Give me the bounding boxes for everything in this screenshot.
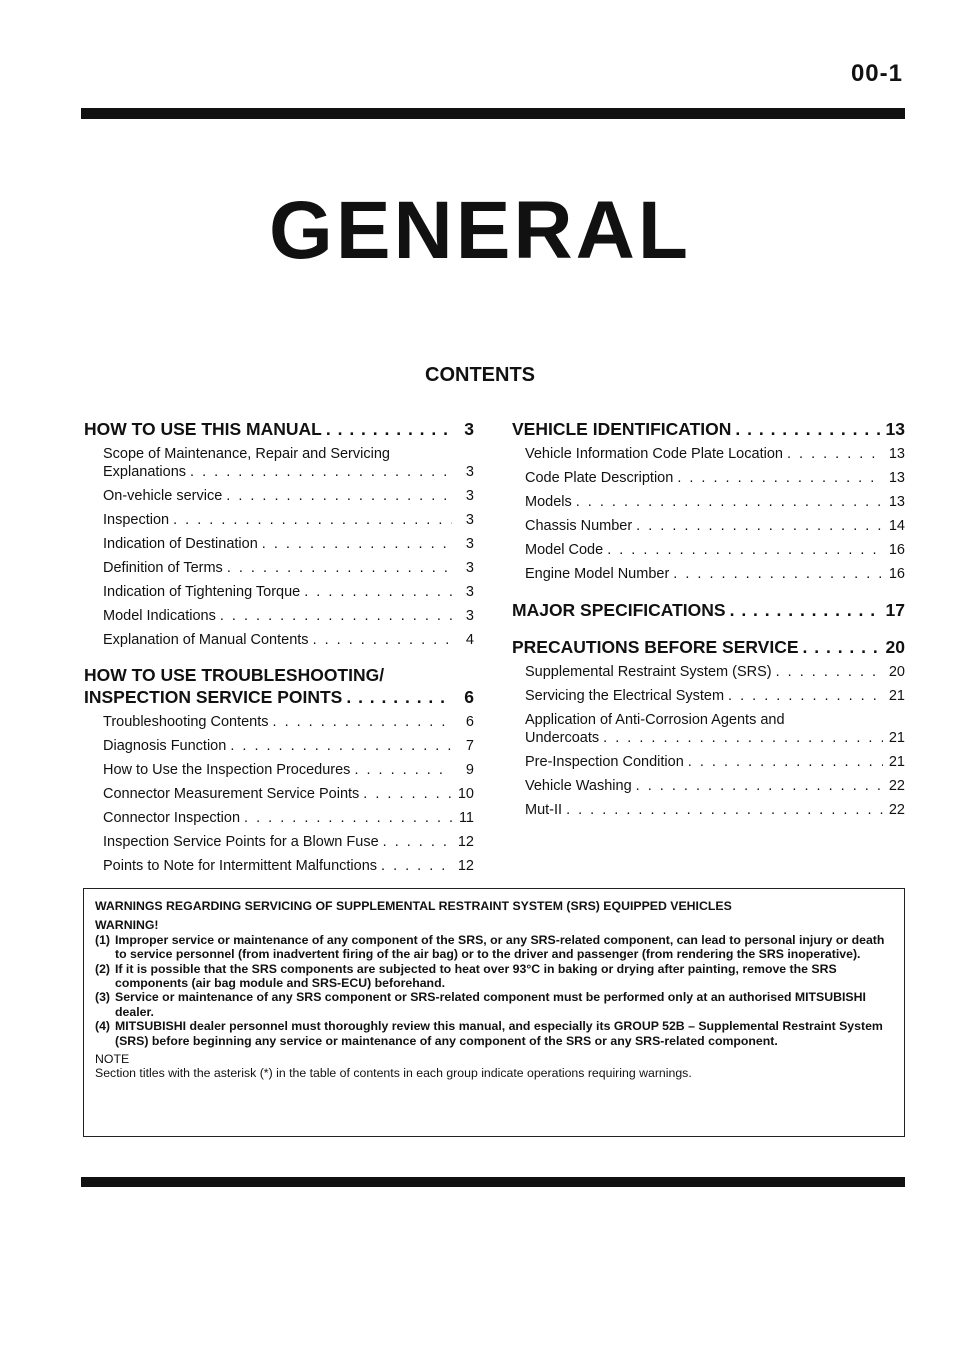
toc-right-column bbox=[512, 418, 907, 825]
toc-entry-label: Vehicle Information Code Plate Location bbox=[525, 446, 783, 462]
toc-entry-label: Code Plate Description bbox=[525, 470, 674, 486]
toc-page-number: 21 bbox=[888, 754, 905, 770]
dot-leader bbox=[636, 517, 883, 535]
dot-leader bbox=[173, 511, 452, 529]
toc-entry-label: Connector Measurement Service Points bbox=[103, 786, 360, 802]
page-title: GENERAL bbox=[269, 185, 691, 276]
toc-entry-label: Vehicle Washing bbox=[525, 778, 632, 794]
toc-page-number: 20 bbox=[888, 664, 905, 680]
toc-entry[interactable] bbox=[103, 809, 476, 827]
toc-entry[interactable] bbox=[525, 541, 907, 559]
dot-leader bbox=[326, 418, 452, 440]
dot-leader bbox=[730, 599, 882, 621]
toc-page-number: 12 bbox=[457, 834, 474, 850]
srs-warning-box bbox=[83, 888, 905, 1137]
toc-entry[interactable] bbox=[103, 559, 476, 577]
contents-heading: CONTENTS bbox=[425, 364, 535, 386]
dot-leader bbox=[607, 541, 883, 559]
toc-page-number: 13 bbox=[885, 419, 905, 439]
toc-entry[interactable] bbox=[103, 607, 476, 625]
top-rule bbox=[81, 108, 905, 119]
toc-page-number: 17 bbox=[885, 600, 905, 620]
dot-leader bbox=[787, 445, 883, 463]
toc-page-number: 22 bbox=[888, 802, 905, 818]
toc-page-number: 3 bbox=[465, 608, 474, 624]
toc-entry[interactable] bbox=[525, 517, 907, 535]
toc-section-how-to-use-manual[interactable] bbox=[84, 418, 476, 440]
toc-entry-label: On-vehicle service bbox=[103, 488, 223, 504]
toc-entry[interactable] bbox=[103, 785, 476, 803]
warning-item-number: (2) bbox=[95, 961, 111, 976]
dot-leader bbox=[346, 686, 452, 708]
toc-entry[interactable] bbox=[103, 713, 476, 731]
toc-page-number: 3 bbox=[465, 488, 474, 504]
toc-entry-label: Servicing the Electrical System bbox=[525, 688, 725, 704]
toc-page-number: 6 bbox=[464, 687, 474, 707]
toc-entry[interactable] bbox=[525, 493, 907, 511]
dot-leader bbox=[227, 559, 452, 577]
toc-page-number: 7 bbox=[465, 738, 474, 754]
toc-entry-label: Indication of Tightening Torque bbox=[103, 584, 301, 600]
dot-leader bbox=[354, 761, 452, 779]
warning-item bbox=[95, 990, 894, 1019]
toc-entry-label: Troubleshooting Contents bbox=[103, 714, 269, 730]
toc-entry-label: Mut-II bbox=[525, 802, 563, 818]
warning-item-text: MITSUBISHI dealer personnel must thoroughly review this manual, and especially its GROUP 52B – Supplemental Restraint System (SRS) before beginning any service or maintenance of any component of the SRS or any SRS-related component. bbox=[115, 1019, 883, 1048]
dot-leader bbox=[220, 607, 452, 625]
dot-leader bbox=[603, 729, 883, 747]
toc-page-number: 9 bbox=[465, 762, 474, 778]
toc-entry[interactable] bbox=[525, 753, 907, 771]
warning-label: WARNING! bbox=[95, 918, 159, 933]
toc-entry[interactable] bbox=[103, 833, 476, 851]
dot-leader bbox=[273, 713, 452, 731]
toc-entry[interactable] bbox=[512, 711, 907, 747]
toc-entry[interactable] bbox=[525, 777, 907, 795]
dot-leader bbox=[363, 785, 452, 803]
toc-entry-label-line1: Application of Anti-Corrosion Agents and bbox=[525, 712, 785, 728]
page-number: 00-1 bbox=[850, 60, 903, 87]
toc-page-number: 10 bbox=[457, 786, 474, 802]
toc-page-number: 3 bbox=[465, 560, 474, 576]
toc-entry[interactable] bbox=[103, 857, 476, 875]
toc-entry-label: How to Use the Inspection Procedures bbox=[103, 762, 351, 778]
toc-section-title: VEHICLE IDENTIFICATION bbox=[512, 419, 732, 439]
dot-leader bbox=[576, 493, 883, 511]
toc-entry-label: Model Code bbox=[525, 542, 604, 558]
toc-entry-label: Undercoats bbox=[525, 730, 600, 746]
warning-item-text: Improper service or maintenance of any component of the SRS, or any SRS-related component, can lead to personal injury or death to service personnel (from inadvertent firing of the air bag) or to the driver and passenger (from rendering the SRS inoperative). bbox=[115, 932, 885, 962]
toc-entry-label: Explanations bbox=[103, 464, 187, 480]
warning-item-number: (4) bbox=[95, 1019, 111, 1034]
toc-section-troubleshooting[interactable] bbox=[84, 665, 476, 708]
toc-entry-label: Supplemental Restraint System (SRS) bbox=[525, 664, 772, 680]
warning-item-text: Service or maintenance of any SRS component or SRS-related component must be performed only at an authorised MITSUBISHI dealer. bbox=[115, 990, 866, 1019]
toc-page-number: 3 bbox=[465, 464, 474, 480]
warning-item-number: (1) bbox=[95, 932, 111, 947]
dot-leader bbox=[313, 631, 452, 649]
toc-entry[interactable] bbox=[525, 565, 907, 583]
toc-entry-label: Inspection bbox=[103, 512, 170, 528]
toc-entry[interactable] bbox=[103, 761, 476, 779]
dot-leader bbox=[673, 565, 883, 583]
toc-entry[interactable] bbox=[103, 737, 476, 755]
toc-entry-label-line1: Scope of Maintenance, Repair and Servicing bbox=[103, 446, 390, 462]
toc-section-title: HOW TO USE THIS MANUAL bbox=[84, 419, 322, 439]
toc-page-number: 14 bbox=[888, 518, 905, 534]
toc-page-number: 13 bbox=[888, 470, 905, 486]
toc-page-number: 20 bbox=[885, 637, 905, 657]
dot-leader bbox=[304, 583, 452, 601]
warning-item-text: If it is possible that the SRS components are subjected to heat over 93°C in baking or drying after painting, remove the SRS components (air bag module and SRS-ECU) beforehand. bbox=[115, 961, 837, 991]
bottom-rule bbox=[81, 1177, 905, 1187]
dot-leader bbox=[677, 469, 883, 487]
dot-leader bbox=[566, 801, 883, 819]
toc-page-number: 3 bbox=[465, 512, 474, 528]
dot-leader bbox=[230, 737, 452, 755]
toc-entry[interactable] bbox=[103, 631, 476, 649]
toc-section-vehicle-identification[interactable] bbox=[512, 418, 907, 440]
toc-entry[interactable] bbox=[103, 583, 476, 601]
toc-page-number: 13 bbox=[888, 494, 905, 510]
toc-page-number: 3 bbox=[465, 536, 474, 552]
dot-leader bbox=[190, 463, 452, 481]
toc-section-title: PRECAUTIONS BEFORE SERVICE bbox=[512, 637, 799, 657]
dot-leader bbox=[735, 418, 881, 440]
toc-entry[interactable] bbox=[103, 511, 476, 529]
toc-entry-label: Model Indications bbox=[103, 608, 216, 624]
toc-entry[interactable] bbox=[525, 469, 907, 487]
dot-leader bbox=[803, 636, 882, 658]
toc-entry-label: Pre-Inspection Condition bbox=[525, 754, 684, 770]
warning-item-number: (3) bbox=[95, 990, 111, 1005]
toc-entry-label: Connector Inspection bbox=[103, 810, 241, 826]
toc-entry-label: Models bbox=[525, 494, 572, 510]
toc-entry[interactable] bbox=[525, 687, 907, 705]
toc-page-number: 13 bbox=[888, 446, 905, 462]
toc-page-number: 12 bbox=[457, 858, 474, 874]
dot-leader bbox=[776, 663, 883, 681]
toc-entry[interactable] bbox=[84, 445, 476, 481]
toc-entry-label: Explanation of Manual Contents bbox=[103, 632, 309, 648]
toc-entry[interactable] bbox=[525, 801, 907, 819]
toc-entry-label: Definition of Terms bbox=[103, 560, 223, 576]
toc-page-number: 21 bbox=[888, 730, 905, 746]
toc-page-number: 16 bbox=[888, 542, 905, 558]
toc-page-number: 16 bbox=[888, 566, 905, 582]
toc-entry[interactable] bbox=[525, 445, 907, 463]
toc-page-number: 3 bbox=[465, 584, 474, 600]
toc-entry-label: Points to Note for Intermittent Malfunctions bbox=[103, 858, 378, 874]
dot-leader bbox=[262, 535, 452, 553]
warning-item bbox=[95, 933, 894, 962]
toc-entry-label: Engine Model Number bbox=[525, 566, 670, 582]
toc-section-precautions[interactable] bbox=[512, 636, 907, 658]
toc-entry-label: Diagnosis Function bbox=[103, 738, 227, 754]
dot-leader bbox=[381, 857, 452, 875]
note-text: Section titles with the asterisk (*) in the table of contents in each group indicate operations requiring warnings. bbox=[95, 1066, 692, 1081]
dot-leader bbox=[636, 777, 883, 795]
toc-page-number: 22 bbox=[888, 778, 905, 794]
toc-page-number: 4 bbox=[465, 632, 474, 648]
warning-item bbox=[95, 962, 894, 991]
toc-entry[interactable] bbox=[525, 663, 907, 681]
dot-leader bbox=[688, 753, 883, 771]
warning-item bbox=[95, 1019, 894, 1048]
toc-entry-label: Chassis Number bbox=[525, 518, 633, 534]
toc-page-number: 21 bbox=[888, 688, 905, 704]
toc-entry[interactable] bbox=[103, 487, 476, 505]
dot-leader bbox=[728, 687, 883, 705]
toc-page-number: 3 bbox=[464, 419, 474, 439]
toc-section-title: MAJOR SPECIFICATIONS bbox=[512, 600, 726, 620]
dot-leader bbox=[383, 833, 452, 851]
toc-page-number: 11 bbox=[458, 810, 474, 826]
toc-entry-label: Inspection Service Points for a Blown Fuse bbox=[103, 834, 379, 850]
toc-page-number: 6 bbox=[465, 714, 474, 730]
note-label: NOTE bbox=[95, 1052, 130, 1067]
toc-entry-label: Indication of Destination bbox=[103, 536, 258, 552]
toc-section-major-specifications[interactable] bbox=[512, 599, 907, 621]
dot-leader bbox=[226, 487, 452, 505]
toc-section-title-line1: HOW TO USE TROUBLESHOOTING/ bbox=[84, 665, 385, 685]
toc-entry[interactable] bbox=[103, 535, 476, 553]
toc-left-column bbox=[84, 418, 476, 881]
warning-box-heading: WARNINGS REGARDING SERVICING OF SUPPLEMENTAL RESTRAINT SYSTEM (SRS) EQUIPPED VEHICLES bbox=[95, 899, 732, 913]
dot-leader bbox=[244, 809, 452, 827]
toc-section-title-line2: INSPECTION SERVICE POINTS bbox=[84, 687, 343, 707]
